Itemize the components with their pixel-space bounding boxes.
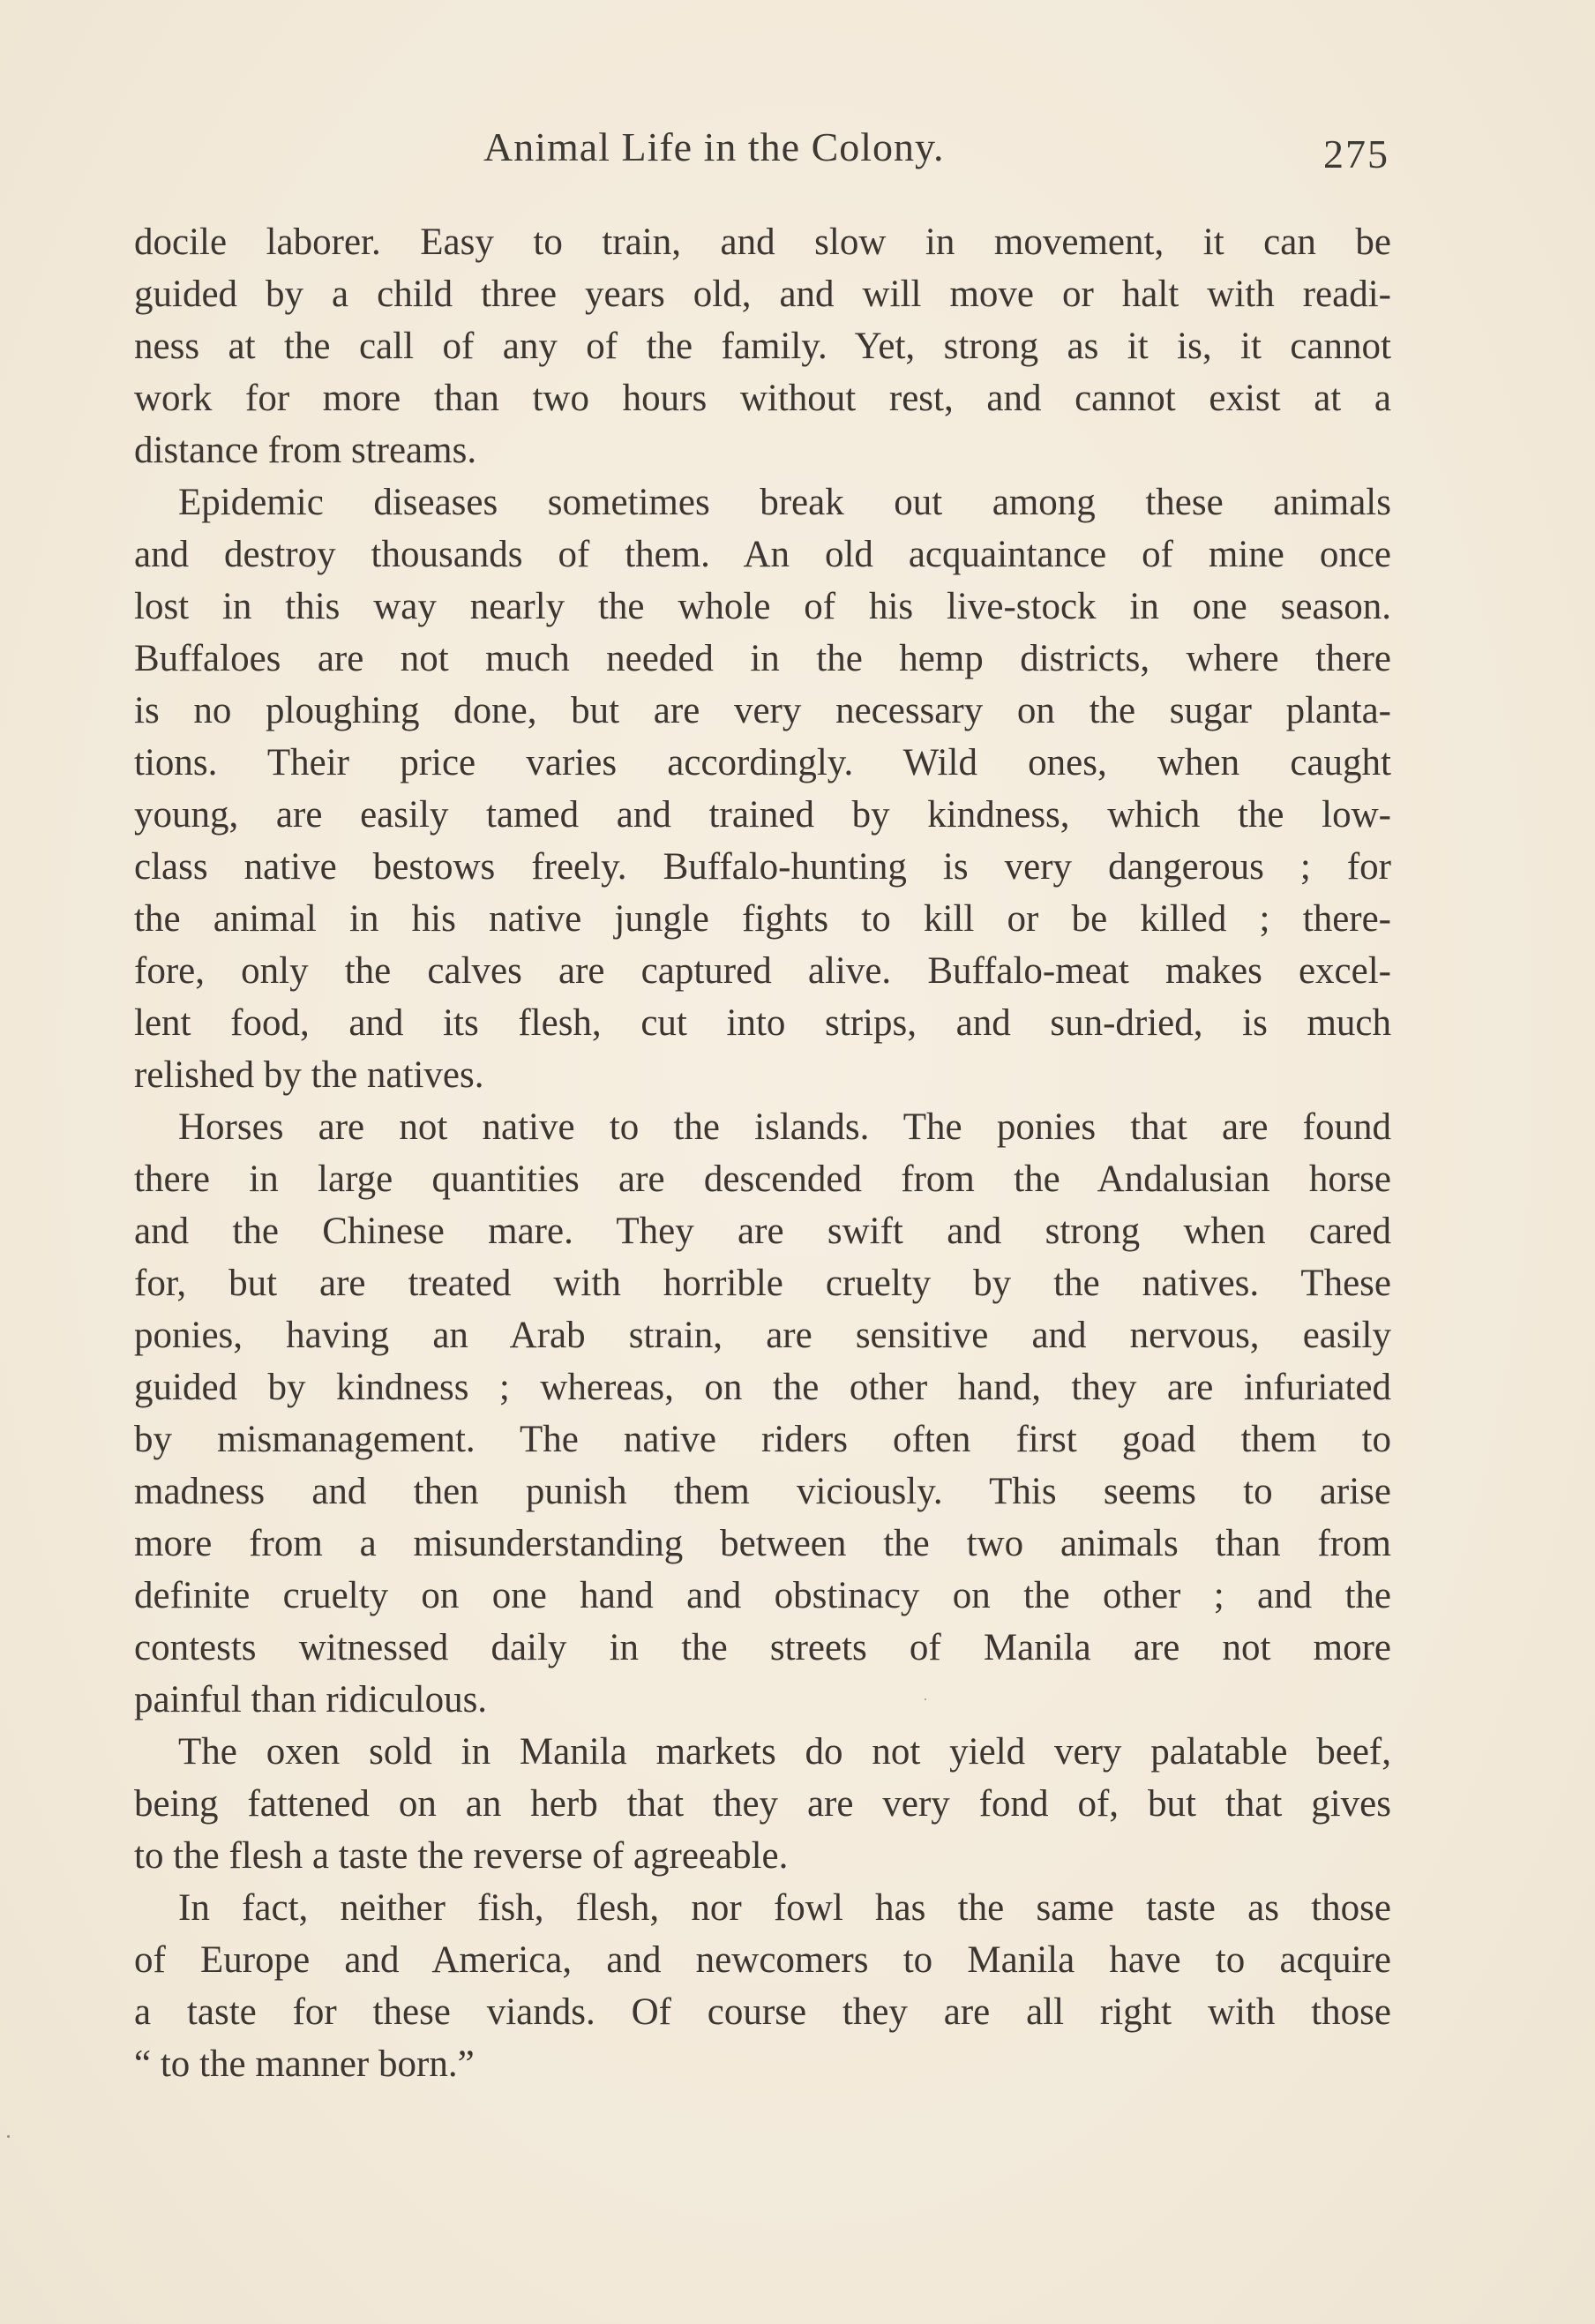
paragraph-first-line: Horses are not native to the islands. The ponies that are found (178, 1106, 1391, 1148)
text-line: madness and then punish them viciously. This seems to arise (134, 1471, 1391, 1512)
text-line: being fattened on an herb that they are very fond of, but that gives (134, 1783, 1391, 1825)
text-line: by mismanagement. The native riders often first goad them to (134, 1419, 1391, 1460)
text-line: of Europe and America, and newcomers to Manila have to acquire (134, 1939, 1391, 1981)
text-line: ponies, having an Arab strain, are sensitive and nervous, easily (134, 1315, 1391, 1356)
text-line: lost in this way nearly the whole of his live-stock in one season. (134, 586, 1391, 627)
running-title: Animal Life in the Colony. (483, 124, 945, 169)
paper-speck (925, 1698, 926, 1700)
text-line: the animal in his native jungle fights to kill or be killed ; there- (134, 898, 1391, 940)
text-line: docile laborer. Easy to train, and slow in movement, it can be (134, 221, 1391, 263)
paragraph-first-line: Epidemic diseases sometimes break out among these animals (178, 482, 1391, 523)
paragraph-first-line: The oxen sold in Manila markets do not yield very palatable beef, (178, 1731, 1391, 1773)
text-line: “ to the manner born.” (134, 2043, 475, 2085)
text-line: class native bestows freely. Buffalo-hunting is very dangerous ; for (134, 846, 1391, 888)
body-text (134, 216, 1391, 2090)
text-line: work for more than two hours without rest, and cannot exist at a (134, 378, 1391, 419)
text-line: to the flesh a taste the reverse of agreeable. (134, 1835, 789, 1877)
text-line: ness at the call of any of the family. Yet, strong as it is, it cannot (134, 326, 1391, 367)
text-line: young, are easily tamed and trained by kindness, which the low- (134, 794, 1391, 836)
text-line: painful than ridiculous. (134, 1679, 488, 1721)
text-line: there in large quantities are descended from the Andalusian horse (134, 1158, 1391, 1200)
text-line: contests witnessed daily in the streets of Manila are not more (134, 1627, 1391, 1668)
text-line: definite cruelty on one hand and obstinacy on the other ; and the (134, 1575, 1391, 1616)
running-head (0, 124, 1595, 185)
text-line: relished by the natives. (134, 1054, 484, 1096)
text-line: more from a misunderstanding between the two animals than from (134, 1523, 1391, 1564)
paragraph-first-line: In fact, neither fish, flesh, nor fowl has the same taste as those (178, 1887, 1391, 1929)
text-line: distance from streams. (134, 430, 477, 471)
text-line: guided by a child three years old, and will move or halt with readi- (134, 274, 1391, 315)
text-line: lent food, and its flesh, cut into strips, and sun-dried, is much (134, 1002, 1391, 1044)
text-line: for, but are treated with horrible cruelty by the natives. These (134, 1263, 1391, 1304)
text-line: fore, only the calves are captured alive. Buffalo-meat makes excel- (134, 950, 1391, 992)
text-line: tions. Their price varies accordingly. Wild ones, when caught (134, 742, 1391, 783)
text-line: guided by kindness ; whereas, on the other hand, they are infuriated (134, 1367, 1391, 1408)
text-line: and the Chinese mare. They are swift and strong when cared (134, 1211, 1391, 1252)
paper-speck (7, 2135, 10, 2138)
text-line: a taste for these viands. Of course they are all right with those (134, 1991, 1391, 2033)
text-line: and destroy thousands of them. An old acquaintance of mine once (134, 534, 1391, 575)
page-number: 275 (1323, 131, 1389, 176)
text-line: Buffaloes are not much needed in the hemp districts, where there (134, 638, 1391, 679)
text-line: is no ploughing done, but are very necessary on the sugar planta- (134, 690, 1391, 731)
